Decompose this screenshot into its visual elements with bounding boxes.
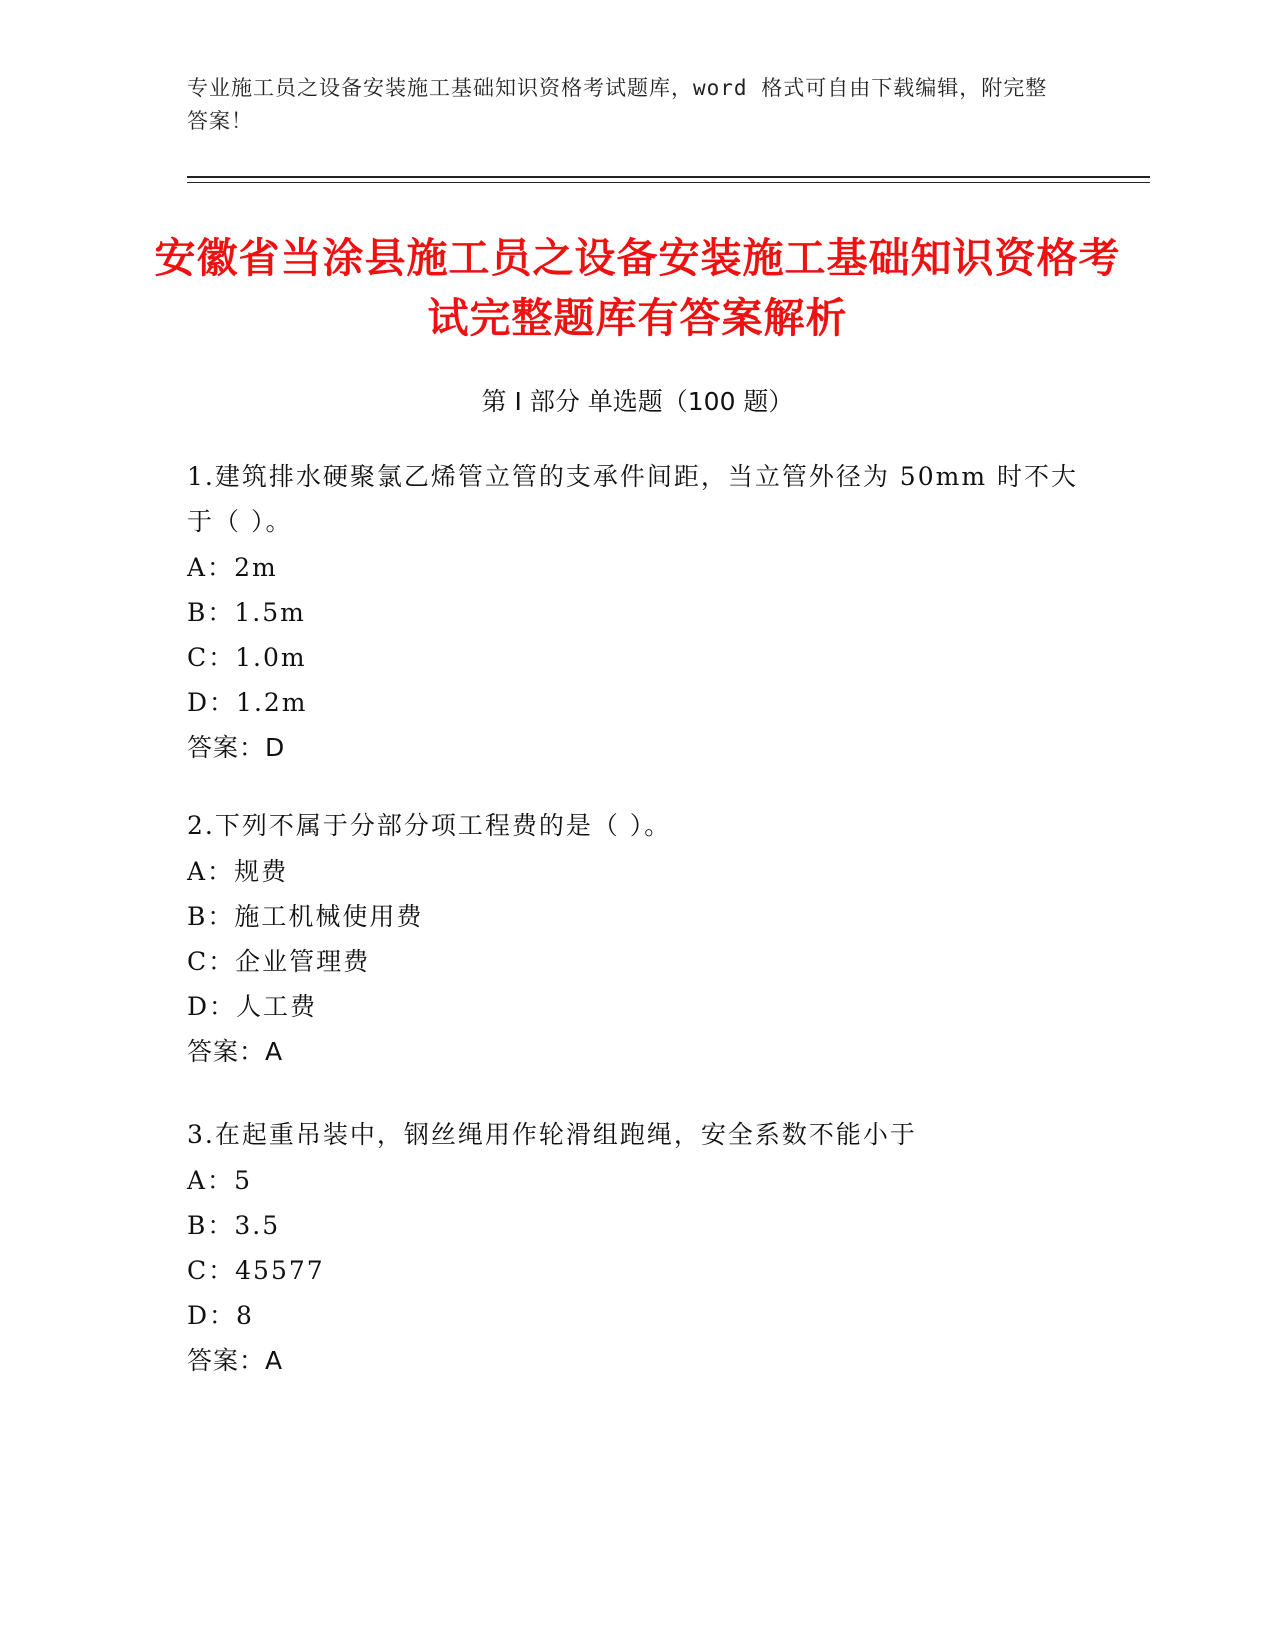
header-note: 专业施工员之设备安装施工基础知识资格考试题库，word 格式可自由下载编辑，附完整答案！ bbox=[187, 76, 1048, 133]
option-key: D： bbox=[187, 688, 237, 717]
question-stem: 3.在起重吊装中，钢丝绳用作轮滑组跑绳，安全系数不能小于 bbox=[187, 1120, 917, 1149]
option-text: 企业管理费 bbox=[235, 947, 371, 976]
option-text: 8 bbox=[236, 1301, 254, 1330]
option-key: B： bbox=[187, 598, 235, 627]
option-b bbox=[187, 894, 1087, 939]
option-c bbox=[187, 635, 1087, 680]
document-title: 安徽省当涂县施工员之设备安装施工基础知识资格考试完整题库有答案解析 bbox=[154, 234, 1121, 342]
question-1 bbox=[187, 454, 1087, 770]
option-key: C： bbox=[187, 947, 236, 976]
option-d bbox=[187, 680, 1087, 725]
option-key: A： bbox=[187, 553, 235, 582]
option-c bbox=[187, 939, 1087, 984]
option-text: 规费 bbox=[234, 857, 289, 886]
question-2 bbox=[187, 803, 1087, 1074]
answer: 答案：A bbox=[187, 1346, 284, 1375]
option-key: C： bbox=[187, 643, 236, 672]
option-text: 1.5m bbox=[234, 598, 306, 627]
option-a bbox=[187, 849, 1087, 894]
option-text: 1.2m bbox=[236, 688, 308, 717]
option-d bbox=[187, 984, 1087, 1029]
option-key: D： bbox=[187, 1301, 237, 1330]
option-b bbox=[187, 590, 1087, 635]
answer: 答案：A bbox=[187, 1037, 284, 1066]
header-rule-thin bbox=[187, 182, 1150, 183]
option-key: B： bbox=[187, 902, 235, 931]
option-text: 3.5 bbox=[234, 1211, 281, 1240]
option-text: 人工费 bbox=[236, 992, 318, 1021]
option-c bbox=[187, 1248, 1087, 1293]
option-key: D： bbox=[187, 992, 237, 1021]
option-a bbox=[187, 545, 1087, 590]
option-key: B： bbox=[187, 1211, 235, 1240]
option-text: 45577 bbox=[235, 1256, 325, 1285]
option-b bbox=[187, 1203, 1087, 1248]
option-key: A： bbox=[187, 857, 235, 886]
option-key: A： bbox=[187, 1166, 235, 1195]
section-title: 第 I 部分 单选题（100 题） bbox=[481, 387, 794, 416]
question-stem: 2.下列不属于分部分项工程费的是（ ）。 bbox=[187, 811, 672, 840]
header-rule-thick bbox=[187, 176, 1150, 178]
option-key: C： bbox=[187, 1256, 236, 1285]
option-text: 5 bbox=[234, 1166, 252, 1195]
option-d bbox=[187, 1293, 1087, 1338]
question-stem: 1.建筑排水硬聚氯乙烯管立管的支承件间距，当立管外径为 50mm 时不大于（ ）。 bbox=[187, 462, 1078, 536]
option-a bbox=[187, 1158, 1087, 1203]
option-text: 2m bbox=[234, 553, 278, 582]
answer: 答案：D bbox=[187, 733, 286, 762]
option-text: 施工机械使用费 bbox=[234, 902, 424, 931]
option-text: 1.0m bbox=[235, 643, 307, 672]
question-3 bbox=[187, 1112, 1087, 1383]
